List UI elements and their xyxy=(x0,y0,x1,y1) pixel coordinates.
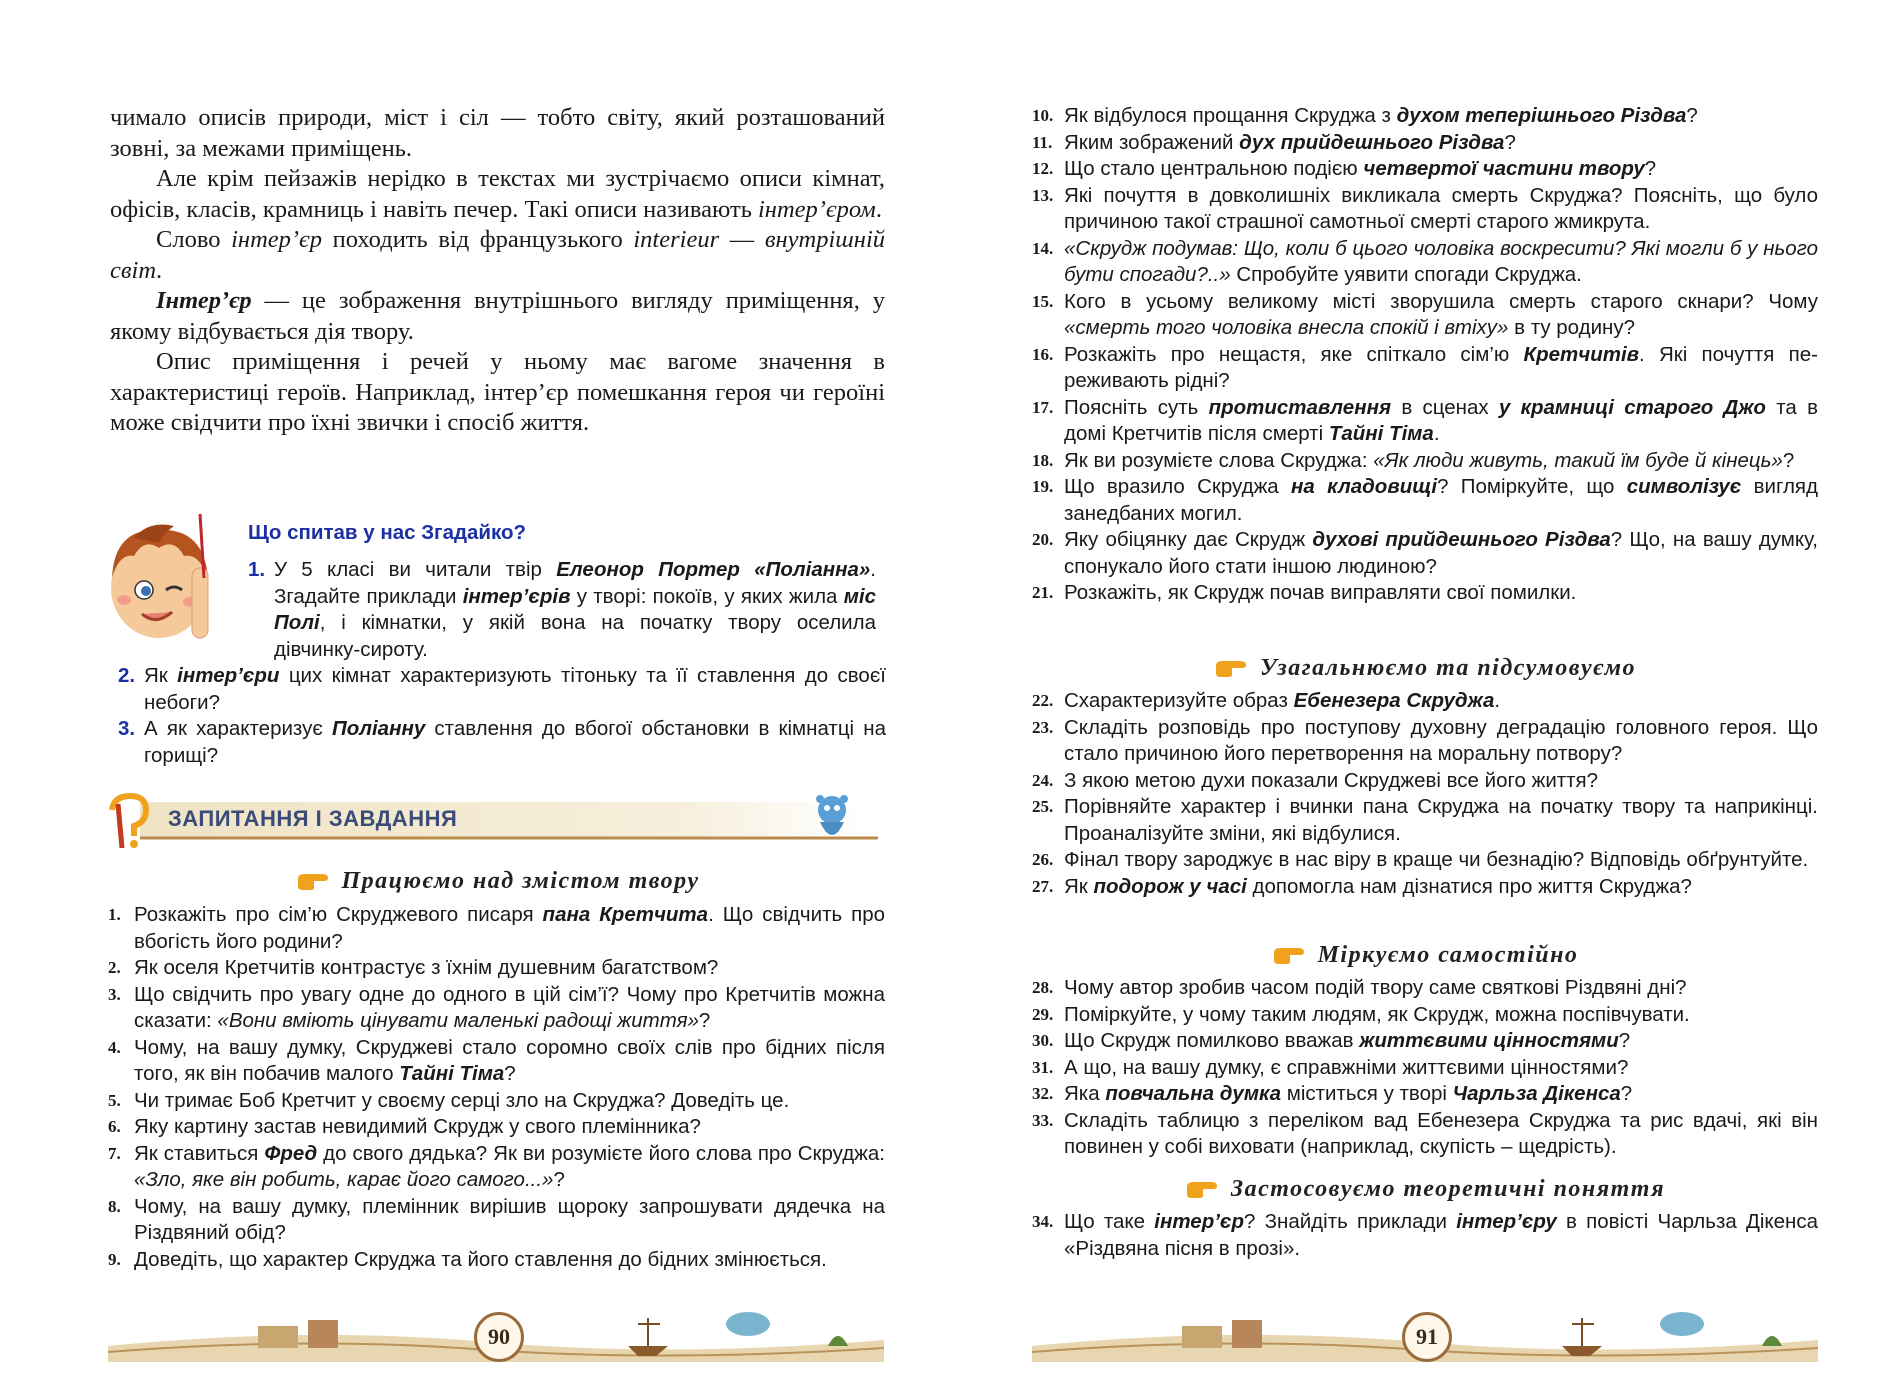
section-heading xyxy=(1032,1174,1818,1204)
italic-text: інтер’єр xyxy=(231,226,322,253)
question-text xyxy=(1064,156,1818,183)
section-heading xyxy=(1032,653,1818,683)
zgadayko-title: Що спитав у нас Згадайко? xyxy=(248,521,527,544)
text-run: Розкажіть про сім’ю Скруджевого писаря xyxy=(134,903,543,926)
zgadayko-item-text xyxy=(144,663,886,716)
text-run: Розкажіть про нещастя, яке спіткало сім’ю xyxy=(1064,342,1524,366)
page-number: 90 xyxy=(474,1312,524,1362)
text-run: в повісті Чарльза Дікенса «Різдвяна пісня в прозі». xyxy=(1064,1210,1818,1260)
question-text xyxy=(134,1141,885,1194)
question-item xyxy=(1032,448,1818,475)
emphasis-text: Поліанну xyxy=(331,717,426,740)
emphasis-text: Фред xyxy=(264,1141,318,1165)
zgadayko-item-text xyxy=(144,716,886,769)
question-number: 5. xyxy=(108,1090,121,1110)
text-run: Яким зображений xyxy=(1064,130,1240,154)
question-item xyxy=(1032,580,1818,607)
emphasis-text: духом теперішнього Різдва xyxy=(1396,104,1687,127)
section-heading-text: Узагальнюємо та підсумовуємо xyxy=(1259,654,1637,681)
italic-text: «смерть того чоловіка внесла спокій і втіху» xyxy=(1064,316,1509,339)
italic-text: «Скрудж подумав: Що, коли б цього чоловіка воскресити? Які могли б у нього бути спогади?..» xyxy=(1064,236,1818,286)
question-item xyxy=(1032,1002,1818,1029)
text-run: ? Знайдіть приклади xyxy=(1243,1210,1457,1233)
text-run: ? xyxy=(1686,104,1698,127)
text-run: . Що свідчить про вбогість його родини? xyxy=(134,903,885,953)
text-run: . xyxy=(1433,422,1440,445)
section-heading-text: Міркуємо самостійно xyxy=(1317,941,1579,968)
question-number: 29. xyxy=(1032,1004,1054,1024)
question-text xyxy=(1064,103,1818,130)
emphasis-text: протиставлення xyxy=(1208,395,1392,419)
text-run: Опис приміщення і речей у ньому має вагоме значення в характеристиці героїв. Наприклад, інтер’єр помешкання героя чи героїні може свідчити про їхні звички і спосіб життя. xyxy=(110,348,885,436)
question-number: 27. xyxy=(1032,876,1054,896)
italic-text: «Вони вміють цінувати маленькі радощі життя» xyxy=(217,1009,699,1032)
text-run: ? xyxy=(1504,130,1516,154)
zgadayko-item-number: 2. xyxy=(118,664,136,687)
question-item xyxy=(1032,688,1818,715)
question-number: 13. xyxy=(1032,185,1054,205)
question-text xyxy=(1064,1002,1818,1029)
emphasis-text: Тайні Тіма xyxy=(1328,422,1434,445)
question-text xyxy=(1064,768,1818,795)
question-item xyxy=(1032,1055,1818,1082)
zgadayko-item xyxy=(248,557,876,663)
question-item xyxy=(1032,103,1818,130)
text-run: ? xyxy=(1618,1029,1631,1052)
text-run: цих кімнат характеризують тітоньку та її ставлення до своєї небоги? xyxy=(144,664,886,714)
pointing-hand-icon xyxy=(1272,945,1306,965)
question-number: 3. xyxy=(108,984,121,1004)
question-number: 23. xyxy=(1032,717,1054,737)
emphasis-text: дух прийдешнього Різдва xyxy=(1239,130,1505,154)
section-heading-text: Працюємо над змістом твору xyxy=(341,867,700,894)
text-run: . xyxy=(1494,689,1501,712)
text-run: З якою метою духи показали Скруджеві все його життя? xyxy=(1064,768,1599,792)
text-run: у творі: покоїв, у яких жила xyxy=(570,584,844,608)
text-run: до свого дядька? Як ви розумієте його слова про Скруджа: xyxy=(317,1141,885,1165)
text-run: Складіть розповідь про поступову духовну деградацію головного героя. Що стало причиною його перетворення на моральну потвору? xyxy=(1064,715,1818,765)
italic-text: interieur xyxy=(633,226,720,253)
question-number: 17. xyxy=(1032,397,1054,417)
question-item xyxy=(1032,527,1818,580)
text-run: походить від французького xyxy=(321,226,634,253)
question-item xyxy=(108,1114,885,1141)
emphasis-text: четвертої частини твору xyxy=(1363,157,1645,180)
text-run: Які почуття в довколишніх викликала смерть Скруджа? Поясніть, що було причиною такої страшної самотньої смерті старого жмикрута. xyxy=(1064,183,1818,233)
zgadayko-item xyxy=(118,663,886,716)
intro-text xyxy=(110,103,885,439)
blue-creature-icon xyxy=(808,792,858,850)
definition-paragraph xyxy=(110,286,885,347)
question-text xyxy=(1064,847,1818,874)
question-item xyxy=(1032,183,1818,236)
text-run: Як ви розумієте слова Скруджа: xyxy=(1064,448,1374,472)
text-run: А як характеризує xyxy=(144,717,332,740)
question-list xyxy=(1032,103,1818,607)
question-item xyxy=(1032,1081,1818,1108)
pointing-hand-icon xyxy=(296,871,330,891)
text-run: Як xyxy=(1064,874,1094,898)
question-item xyxy=(108,1141,885,1194)
text-run: Як ставиться xyxy=(134,1141,265,1165)
emphasis-text: подорож у часі xyxy=(1093,874,1247,898)
question-number: 30. xyxy=(1032,1031,1054,1050)
text-run: Що таке xyxy=(1064,1210,1155,1233)
question-number: 8. xyxy=(108,1196,121,1216)
zgadayko-mascot-image xyxy=(104,508,224,648)
section-heading xyxy=(110,866,885,896)
text-run: Що вразило Скруджа xyxy=(1064,475,1291,498)
text-run: Яку картину застав невидимий Скрудж у свого племінника? xyxy=(134,1115,701,1138)
text-run: Як xyxy=(144,664,178,687)
question-text xyxy=(1064,794,1818,847)
question-text xyxy=(1064,130,1818,157)
zgadayko-item-text xyxy=(274,557,876,663)
emphasis-text: пана Кретчита xyxy=(542,903,709,926)
question-item xyxy=(1032,236,1818,289)
question-text xyxy=(1064,688,1818,715)
question-number: 22. xyxy=(1032,691,1054,710)
emphasis-text: інтер’єри xyxy=(177,664,280,687)
text-run: чимало описів природи, міст і сіл — тобто світу, який розташований зовні, за межами приміщень. xyxy=(110,104,885,162)
question-item xyxy=(1032,342,1818,395)
text-run: . xyxy=(156,256,163,284)
question-number: 28. xyxy=(1032,978,1054,997)
text-run: Кого в усьому великому місті зворушила смерть старого скнари? Чому xyxy=(1064,289,1818,313)
question-text xyxy=(1064,183,1818,236)
question-item xyxy=(1032,794,1818,847)
emphasis-text: інтер’єру xyxy=(1456,1210,1557,1233)
question-number: 1. xyxy=(108,905,121,924)
question-text xyxy=(134,1088,885,1115)
question-text xyxy=(1064,975,1818,1002)
text-run: ? xyxy=(553,1168,565,1191)
question-number: 26. xyxy=(1032,850,1054,869)
text-run: Фінал твору зароджує в нас віру в краще чи безнадію? Відповідь обґрунтуйте. xyxy=(1064,848,1809,871)
question-list xyxy=(1032,1209,1818,1262)
text-run: А що, на вашу думку, є справжніми життєвими цінностями? xyxy=(1064,1055,1629,1079)
italic-text: «Зло, яке він робить, карає його самого...» xyxy=(134,1168,554,1191)
emphasis-text: на кладовищі xyxy=(1291,475,1438,498)
text-run: Яка xyxy=(1064,1082,1106,1105)
text-run: — це зображення внутрішнього вигляду приміщення, у якому відбувається дія твору. xyxy=(110,287,885,345)
question-text xyxy=(1064,715,1818,768)
question-text xyxy=(134,982,885,1035)
text-run: ставлення до вбогої обстановки в кімнатці на горищі? xyxy=(144,717,886,767)
question-text xyxy=(1064,1028,1818,1055)
question-text xyxy=(1064,474,1818,527)
text-run: Схарактеризуйте образ xyxy=(1064,689,1294,712)
italic-text: інтер’єром xyxy=(758,195,876,223)
intro-paragraph xyxy=(110,225,885,286)
question-list xyxy=(1032,688,1818,900)
question-number: 16. xyxy=(1032,344,1054,364)
question-text xyxy=(134,955,885,982)
question-list xyxy=(108,902,885,1273)
pointing-hand-icon xyxy=(1185,1179,1219,1199)
emphasis-text: Елеонор Портер «Поліанна» xyxy=(556,558,871,581)
section-heading xyxy=(1032,940,1818,970)
question-number: 20. xyxy=(1032,530,1054,549)
text-run: та в домі Кретчитів після смерті xyxy=(1064,395,1818,445)
pointing-hand-icon xyxy=(1214,658,1248,678)
question-text xyxy=(1064,342,1818,395)
intro-paragraph xyxy=(110,347,885,439)
question-number: 19. xyxy=(1032,477,1054,496)
question-item xyxy=(1032,395,1818,448)
question-number: 18. xyxy=(1032,450,1054,470)
question-number: 15. xyxy=(1032,291,1054,311)
text-run: Як оселя Кретчитів контрастує з їхнім душевним багатством? xyxy=(134,956,719,979)
text-run: Чому автор зробив часом подій твору саме святкові Різдвяні дні? xyxy=(1064,976,1687,999)
question-text xyxy=(1064,448,1818,475)
emphasis-text: життєвими цінностями xyxy=(1359,1029,1619,1052)
question-text xyxy=(1064,395,1818,448)
text-run: . Які почуття переживають рідні? xyxy=(1064,342,1818,392)
emphasis-text: Інтер’єр xyxy=(156,287,252,314)
emphasis-text: інтер’єрів xyxy=(462,584,571,608)
text-run: Що Скрудж помилково вважав xyxy=(1064,1029,1360,1052)
question-number: 9. xyxy=(108,1249,121,1269)
question-item xyxy=(108,902,885,955)
question-item xyxy=(108,955,885,982)
question-item xyxy=(1032,975,1818,1002)
question-item xyxy=(108,1088,885,1115)
text-run: ? xyxy=(1782,448,1795,472)
question-text xyxy=(1064,527,1818,580)
question-number: 2. xyxy=(108,958,121,977)
text-run: Що свідчить про увагу одне до одного в цій сім’ї? Чому про Кретчитів можна сказати: xyxy=(134,982,885,1032)
text-run: в сценах xyxy=(1391,395,1499,419)
question-item xyxy=(1032,289,1818,342)
text-run: Чому, на вашу думку, племінник вирішив щороку запрошувати дядечка на Різдвяний обід? xyxy=(134,1194,885,1244)
emphasis-text: інтер’єр xyxy=(1154,1210,1244,1233)
emphasis-text: Чарльза Дікенса xyxy=(1452,1082,1621,1105)
text-run: . Згадайте приклади xyxy=(274,558,876,608)
emphasis-text: символізує xyxy=(1626,475,1742,498)
text-run: Що стало центральною подією xyxy=(1064,157,1364,180)
text-run: Чи тримає Боб Кретчит у своєму серці зло на Скруджа? Доведіть це. xyxy=(134,1088,790,1112)
question-item xyxy=(1032,874,1818,901)
text-run: Доведіть, що характер Скруджа та його ставлення до бідних змінюється. xyxy=(134,1247,827,1271)
question-item xyxy=(1032,1108,1818,1161)
question-text xyxy=(134,902,885,955)
emphasis-text: повчальна думка xyxy=(1105,1082,1282,1105)
text-run: Поясніть суть xyxy=(1064,395,1209,419)
question-number: 34. xyxy=(1032,1212,1054,1231)
text-run: ? Що, на вашу думку, спонукало його стати іншою людиною? xyxy=(1064,528,1818,578)
intro-paragraph xyxy=(110,103,885,164)
question-item xyxy=(1032,156,1818,183)
text-run: ? xyxy=(698,1009,711,1032)
question-text xyxy=(1064,1081,1818,1108)
question-number: 10. xyxy=(1032,106,1054,125)
emphasis-text: Тайні Тіма xyxy=(399,1062,505,1085)
text-run: Яку обіцянку дає Скрудж xyxy=(1064,528,1313,551)
question-text xyxy=(1064,874,1818,901)
question-list xyxy=(1032,975,1818,1161)
text-run: Поміркуйте, у чому таким людям, як Скрудж, можна поспівчувати. xyxy=(1064,1002,1690,1026)
text-run: Розкажіть, як Скрудж почав виправляти свої помилки. xyxy=(1064,581,1577,604)
question-item xyxy=(1032,1209,1818,1262)
question-number: 25. xyxy=(1032,797,1054,816)
question-number: 31. xyxy=(1032,1057,1054,1077)
text-run: Складіть таблицю з переліком вад Ебенезера Скруджа та рис вдачі, які він повинен у собі виховати (наприклад, скупість – щедрість). xyxy=(1064,1108,1818,1158)
question-number: 4. xyxy=(108,1037,121,1057)
question-item xyxy=(1032,847,1818,874)
question-text xyxy=(134,1194,885,1247)
text-run: міститься у творі xyxy=(1281,1082,1453,1105)
question-number: 33. xyxy=(1032,1110,1054,1130)
question-text xyxy=(1064,1108,1818,1161)
text-run: Порівняйте характер і вчинки пана Скруджа на початку твору та наприкінці. Проаналізуйте зміни, які відбулися. xyxy=(1064,795,1818,845)
text-run: ? xyxy=(504,1062,516,1085)
text-run: ? Поміркуйте, що xyxy=(1437,475,1627,498)
question-text xyxy=(1064,1209,1818,1262)
emphasis-text: міс Полі xyxy=(274,584,876,634)
intro-paragraph xyxy=(110,164,885,225)
italic-text: «Як люди живуть, такий їм буде й кінець» xyxy=(1373,448,1783,472)
question-item xyxy=(108,1194,885,1247)
italic-text: внутрішній світ xyxy=(110,226,886,284)
question-item xyxy=(1032,768,1818,795)
question-item xyxy=(1032,1028,1818,1055)
text-run: ? xyxy=(1620,1082,1633,1105)
question-item xyxy=(108,1247,885,1274)
question-number: 24. xyxy=(1032,770,1054,790)
text-run: Спробуйте уявити спогади Скруджа. xyxy=(1230,263,1582,286)
question-text xyxy=(134,1114,885,1141)
text-run: . xyxy=(875,195,882,223)
question-text xyxy=(1064,580,1818,607)
question-number: 32. xyxy=(1032,1084,1054,1103)
section-heading-text: Застосовуємо теоретичні поняття xyxy=(1230,1175,1666,1202)
question-number: 12. xyxy=(1032,159,1054,178)
question-number: 14. xyxy=(1032,238,1054,258)
text-run: Чому, на вашу думку, Скруджеві стало соромно своїх слів про бідних після того, як він побачив малого xyxy=(134,1035,885,1085)
question-text xyxy=(134,1247,885,1274)
questions-banner xyxy=(108,792,883,850)
text-run: У 5 класі ви читали твір xyxy=(274,558,557,581)
question-number: 6. xyxy=(108,1117,121,1136)
question-number: 11. xyxy=(1032,132,1053,152)
question-mark-icon xyxy=(108,792,154,850)
text-run: Як відбулося прощання Скруджа з xyxy=(1064,104,1397,127)
banner-title: ЗАПИТАННЯ І ЗАВДАННЯ xyxy=(168,806,458,831)
emphasis-text: Кретчитів xyxy=(1523,342,1640,366)
question-item xyxy=(1032,715,1818,768)
zgadayko-item-number: 1. xyxy=(248,558,266,581)
question-number: 21. xyxy=(1032,583,1054,602)
text-run: Слово xyxy=(156,226,232,253)
zgadayko-item xyxy=(118,716,886,769)
question-text xyxy=(1064,236,1818,289)
question-item xyxy=(108,982,885,1035)
zgadayko-item-number: 3. xyxy=(118,717,136,740)
text-run: вигляд занедбаних могил. xyxy=(1064,475,1818,525)
right-page xyxy=(952,0,1904,1400)
question-item xyxy=(1032,474,1818,527)
question-item xyxy=(108,1035,885,1088)
text-run: в ту родину? xyxy=(1508,316,1636,339)
text-run: , і кімнатки, у якій вона на початку твору оселила дівчинку-сироту. xyxy=(274,611,876,661)
text-run: — xyxy=(719,226,765,253)
emphasis-text: Ебенезера Скруджа xyxy=(1293,689,1495,712)
question-text xyxy=(1064,289,1818,342)
question-number: 7. xyxy=(108,1143,121,1163)
text-run: ? xyxy=(1644,157,1657,180)
emphasis-text: у крамниці старого Джо xyxy=(1498,395,1766,419)
question-item xyxy=(1032,130,1818,157)
emphasis-text: духові прийдешнього Різдва xyxy=(1312,528,1611,551)
text-run: Але крім пейзажів нерідко в текстах ми зустрічаємо описи кімнат, офісів, класів, крамниць і навіть печер. Такі описи називають xyxy=(110,165,885,223)
question-text xyxy=(134,1035,885,1088)
text-run: допомогла нам дізнатися про життя Скруджа? xyxy=(1246,874,1692,898)
question-text xyxy=(1064,1055,1818,1082)
page-number: 91 xyxy=(1402,1312,1452,1362)
